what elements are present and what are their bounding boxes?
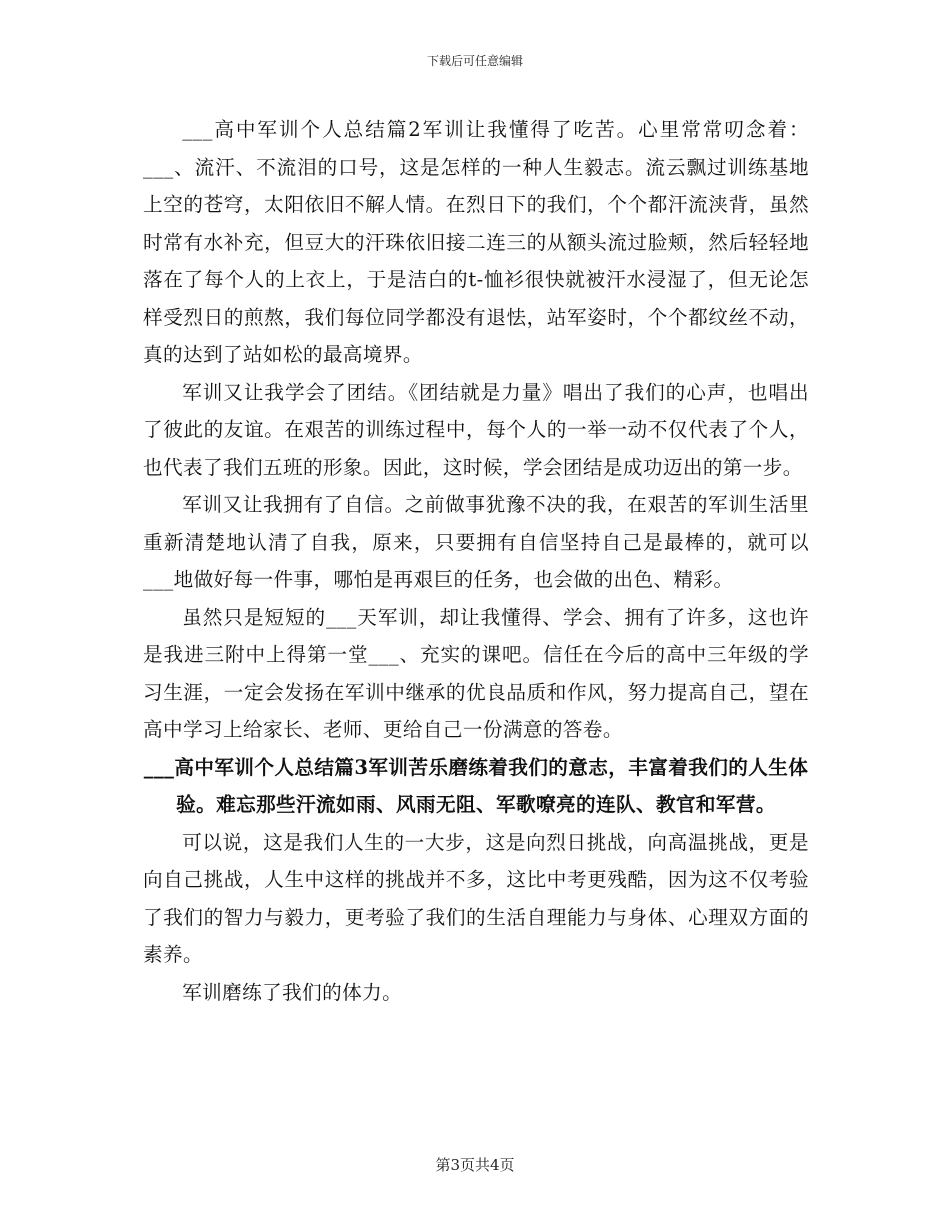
section-heading-summary-3: ___高中军训个人总结篇3军训苦乐磨练着我们的意志，丰富着我们的人生体验。难忘那些汗流如雨、风雨无阻、军歌嘹亮的连队、教官和军营。	[143, 755, 809, 816]
paragraph-challenge: 可以说，这是我们人生的一大步，这是向烈日挑战，向高温挑战，更是向自己挑战，人生中这样的挑战并不多，这比中考更残酷，因为这不仅考验了我们的智力与毅力，更考验了我们的生活自理能力与身体、心理双方面的素养。	[143, 830, 809, 966]
paragraph-physical: 军训磨练了我们的体力。	[182, 980, 403, 1004]
paragraph-summary-2: ___高中军训个人总结篇2军训让我懂得了吃苦。心里常常叨念着：___、流汗、不流泪的口号，这是怎样的一种人生毅志。流云飘过训练基地上空的苍穹，太阳依旧不解人情。在烈日下的我们，个个都汗流浃背，虽然时常有水补充，但豆大的汗珠依旧接二连三的从额头流过脸颊，然后轻轻地落在了每个人的上衣上，于是洁白的t-恤衫很快就被汗水浸湿了，但无论怎样受烈日的煎熬，我们每位同学都没有退怯，站军姿时，个个都纹丝不动，真的达到了站如松的最高境界。	[143, 118, 809, 366]
paragraph-confidence: 军训又让我拥有了自信。之前做事犹豫不决的我，在艰苦的军训生活里重新清楚地认清了自我，原来，只要拥有自信坚持自己是最棒的，就可以___地做好每一件事，哪怕是再艰巨的任务，也会做的出色、精彩。	[143, 493, 809, 591]
paragraph-unity: 军训又让我学会了团结。《团结就是力量》唱出了我们的心声，也唱出了彼此的友谊。在艰苦的训练过程中，每个人的一举一动不仅代表了个人，也代表了我们五班的形象。因此，这时候，学会团结是成功迈出的第一步。	[143, 380, 809, 479]
document-body	[143, 111, 809, 1011]
page-footer: 第3页共4页	[435, 1156, 515, 1174]
page-header: 下载后可任意编辑	[426, 54, 523, 68]
paragraph-conclusion: 虽然只是短短的___天军训，却让我懂得、学会、拥有了许多，这也许是我进三附中上得第一堂___、充实的课吧。信任在今后的高中三年级的学习生涯，一定会发扬在军训中继承的优良品质和作风，努力提高自己，望在高中学习上给家长、老师、更给自己一份满意的答卷。	[143, 605, 809, 741]
